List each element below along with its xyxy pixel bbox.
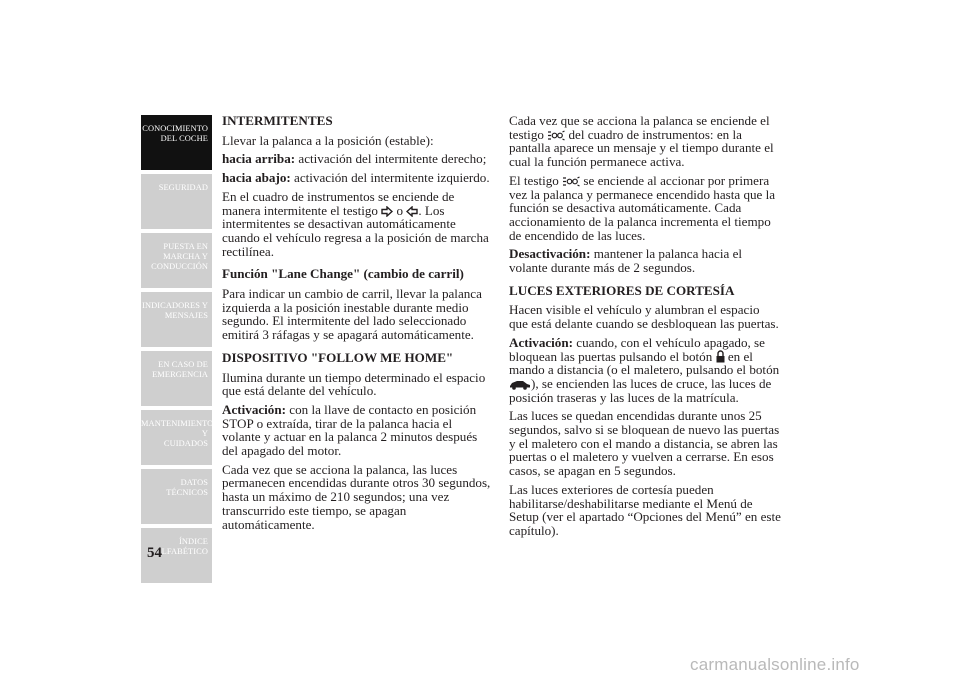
sidebar-item-label: ALFABÉTICO (155, 547, 208, 556)
sidebar-item-label: MENSAJES (164, 311, 208, 320)
section-heading-follow-me-home: DISPOSITIVO "FOLLOW ME HOME" (222, 349, 454, 365)
paragraph: Las luces se quedan encendidas durante unos 25 segundos, salvo si se bloquean de nuevo las puertas y el maletero con el mando a distancia, se abren las puertas o el maletero y vuelven a cerrarse. En esos casos, se apagan en 5 segundos. (509, 408, 780, 479)
text-column-left (222, 114, 492, 536)
sidebar-item-emergencia[interactable] (141, 351, 212, 406)
sidebar-item-label: CONOCIMIENTO (142, 124, 208, 133)
term-label: hacia abajo: (222, 170, 291, 186)
term-text: con la llave de contacto en posición STOP o extraída, tirar de la palanca hacia el volante y actuar en la palanca 2 minutos después del apagado del motor. (222, 401, 478, 459)
sidebar-item-label: PUESTA EN (163, 242, 208, 251)
text-run: del cuadro de instrumentos: en la pantalla aparece un mensaje y el tiempo durante el cual la función permanece activa. (509, 126, 774, 170)
sidebar-item-mantenimiento[interactable] (141, 410, 212, 465)
sidebar-item-label: EMERGENCIA (152, 370, 208, 379)
section-heading-lane-change: Función "Lane Change" (cambio de carril) (222, 266, 464, 282)
sidebar-item-label: MARCHA Y (163, 252, 208, 261)
paragraph (509, 247, 781, 274)
paragraph: Ilumina durante un tiempo determinado el espacio que está delante del vehículo. (222, 369, 486, 399)
sidebar-item-label: SEGURIDAD (158, 183, 208, 192)
sidebar-item-label: CONDUCCIÓN (151, 262, 208, 271)
text-run: o (393, 202, 407, 218)
paragraph (222, 171, 492, 185)
term-label: hacia arriba: (222, 151, 296, 167)
sidebar-item-label: MANTENIMIENTO Y (141, 419, 214, 438)
sidebar-item-label: DEL COCHE (160, 134, 208, 143)
paragraph (222, 403, 492, 458)
paragraph (222, 190, 492, 259)
text-run: se enciende al accionar por primera vez la palanca y permanece encendido hasta que la función se desactiva automáticamente. Cada accionamiento de la palanca incrementa el tiempo de encendido de las luces. (509, 172, 776, 243)
follow-me-home-icon (547, 130, 565, 141)
term-text: activación del intermitente derecho; (295, 151, 487, 167)
sidebar-item-indicadores[interactable] (141, 292, 212, 347)
text-run: ), se encienden las luces de cruce, las luces de posición traseras y las luces de la matrícula. (509, 375, 772, 405)
text-run: en el mando a distancia (o el maletero, pulsando el botón (509, 348, 780, 378)
sidebar-item-datos-tecnicos[interactable] (141, 469, 212, 524)
term-text: activación del intermitente izquierdo. (290, 170, 490, 186)
paragraph (509, 336, 781, 405)
paragraph: Hacen visible el vehículo y alumbran el espacio que está delante cuando se desbloquean las puertas. (509, 302, 779, 332)
paragraph: Para indicar un cambio de carril, llevar la palanca izquierda a la posición inestable durante medio segundo. El intermitente del lado seleccionado emitirá 3 ráfagas y se apagará automáticamente. (222, 286, 482, 343)
sidebar-item-label: ÍNDICE (179, 537, 208, 546)
sidebar-item-label: INDICADORES Y (142, 301, 208, 310)
sidebar-item-seguridad[interactable] (141, 174, 212, 229)
text-run: Cada vez que se acciona la palanca se enciende el testigo (509, 113, 770, 142)
section-heading-intermitentes: INTERMITENTES (222, 113, 333, 128)
arrow-left-icon (406, 206, 418, 217)
text-run: En el cuadro de instrumentos se enciende de manera intermitente el testigo (222, 188, 455, 218)
watermark-footer: carmanualsonline.info (690, 655, 860, 674)
paragraph (509, 114, 781, 169)
text-column-right (509, 114, 781, 543)
term-label: Activación: (222, 401, 286, 417)
term-text: mantener la palanca hacia el volante durante más de 2 segundos. (509, 246, 743, 276)
term-label: Activación: (509, 334, 573, 350)
page-number: 54 (147, 545, 162, 561)
paragraph (222, 152, 492, 166)
sidebar-item-puesta-en-marcha[interactable] (141, 233, 212, 288)
paragraph: Llevar la palanca a la posición (estable): (222, 132, 434, 148)
arrow-right-icon (381, 206, 393, 217)
sidebar-nav (141, 115, 212, 587)
car-icon (509, 379, 531, 390)
sidebar-item-conocimiento[interactable] (141, 115, 212, 170)
paragraph: Las luces exteriores de cortesía pueden habilitarse/deshabilitarse mediante el Menú de Setup (ver el apartado “Opciones del Menú” en este capítulo). (509, 481, 781, 538)
text-run: El testigo (509, 172, 563, 188)
paragraph: Cada vez que se acciona la palanca, las luces permanecen encendidas durante otros 30 segundos, hasta un máximo de 210 segundos; una vez transcurrido este tiempo, se apagan automáticamente. (222, 461, 491, 532)
term-label: Desactivación: (509, 246, 591, 262)
lock-icon (716, 350, 725, 363)
section-heading-luces-cortesia: LUCES EXTERIORES DE CORTESÍA (509, 282, 735, 298)
text-run: . Los intermitentes se desactivan automáticamente cuando el vehículo regresa a la posición de marcha rectilínea. (222, 202, 489, 259)
sidebar-item-label: DATOS TÉCNICOS (166, 478, 208, 497)
text-run: cuando, con el vehículo apagado, se bloquean las puertas pulsando el botón (509, 334, 765, 364)
follow-me-home-icon (562, 176, 580, 187)
sidebar-item-label: CUIDADOS (163, 439, 208, 448)
paragraph (509, 174, 781, 243)
sidebar-item-label: EN CASO DE (158, 360, 208, 369)
